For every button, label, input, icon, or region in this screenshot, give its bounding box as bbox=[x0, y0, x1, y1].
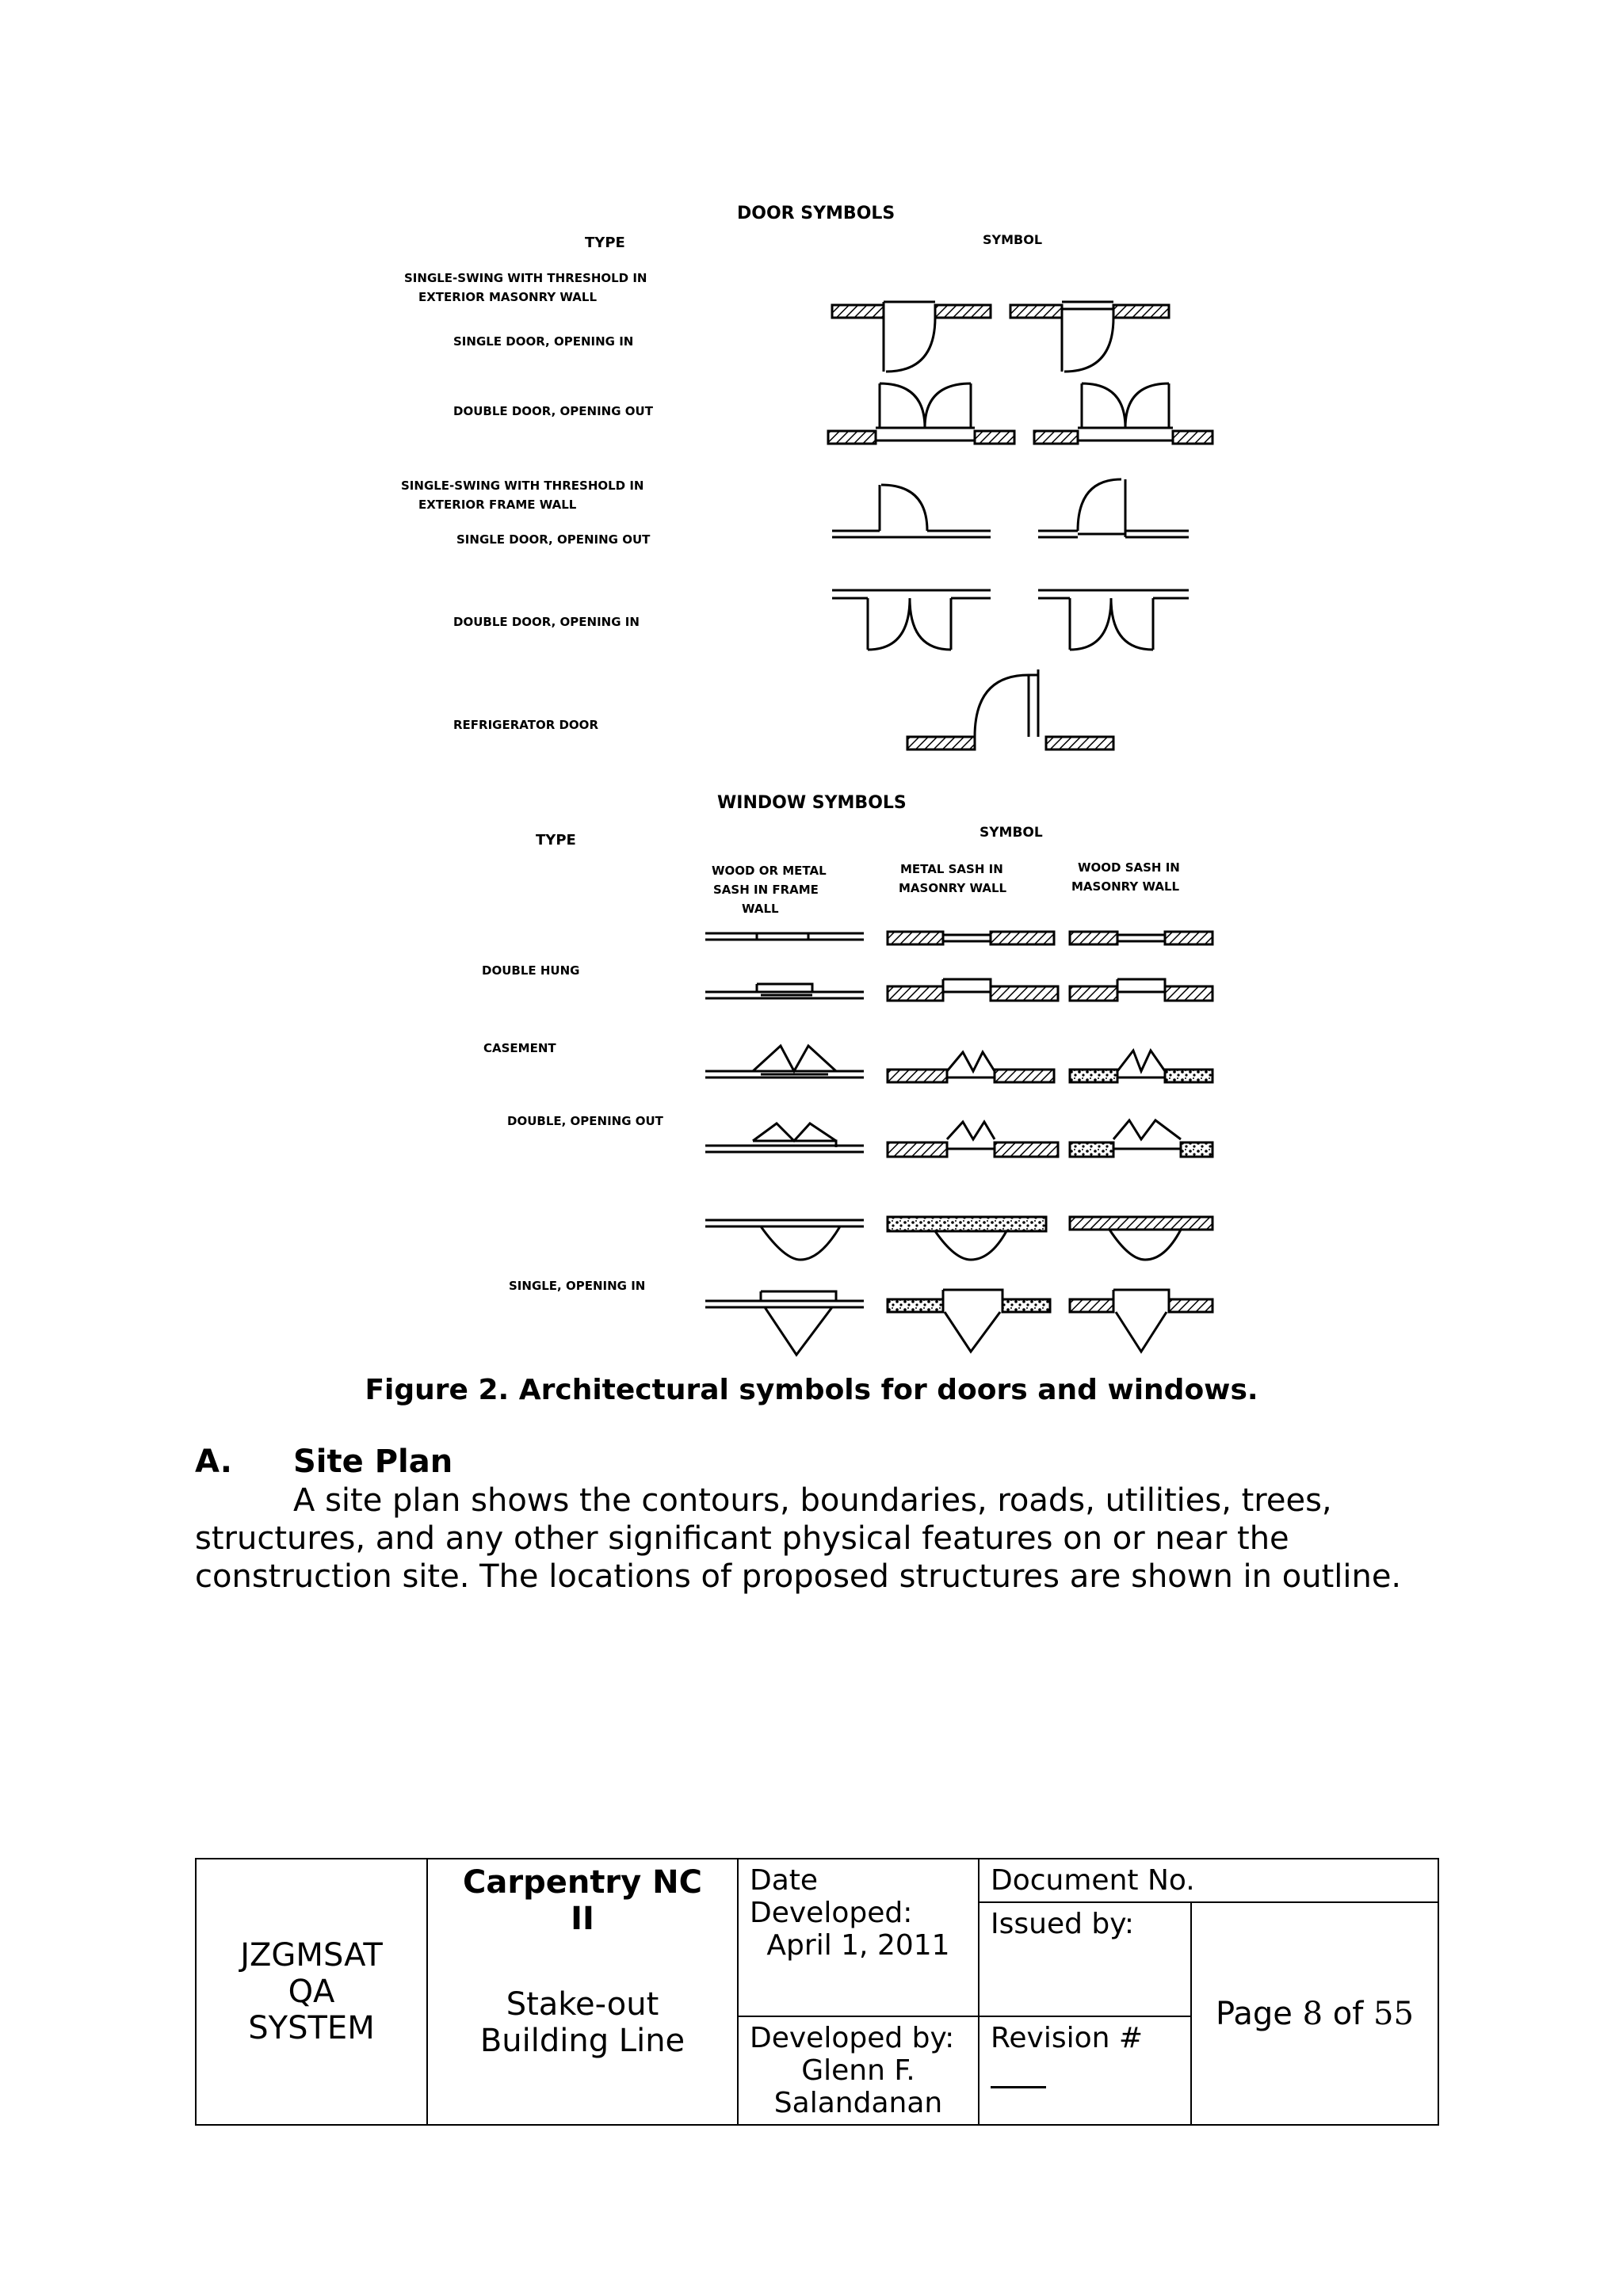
window-column-label: METAL SASH IN bbox=[900, 862, 1003, 876]
document-number-label: Document No. bbox=[991, 1864, 1195, 1897]
door-symbol-header: SYMBOL bbox=[983, 232, 1043, 247]
page-of: of bbox=[1332, 1995, 1364, 2032]
door-type-header: TYPE bbox=[585, 235, 625, 251]
org-line: QA bbox=[288, 1974, 335, 2010]
org-line: JZGMSAT bbox=[240, 1937, 383, 1974]
window-symbol-header: SYMBOL bbox=[980, 825, 1043, 841]
door-type-label: SINGLE DOOR, OPENING IN bbox=[453, 334, 634, 349]
window-type-label: CASEMENT bbox=[483, 1041, 556, 1055]
door-symbols-group bbox=[828, 302, 1212, 749]
window-column-label: SASH IN FRAME bbox=[713, 883, 819, 897]
site-plan-section bbox=[195, 1444, 1431, 1596]
revision-underline bbox=[991, 2086, 1046, 2088]
door-symbols-title: DOOR SYMBOLS bbox=[737, 204, 896, 223]
architectural-symbols-figure bbox=[380, 190, 1284, 1363]
org-cell bbox=[196, 1859, 427, 2125]
developer-name: Salandanan bbox=[773, 2087, 943, 2119]
door-type-label: DOUBLE DOOR, OPENING IN bbox=[453, 615, 640, 629]
window-column-label: WOOD SASH IN bbox=[1078, 860, 1180, 875]
org-line: SYSTEM bbox=[248, 2010, 375, 2046]
door-type-label: DOUBLE DOOR, OPENING OUT bbox=[453, 404, 653, 418]
door-type-label: EXTERIOR MASONRY WALL bbox=[418, 290, 597, 304]
date-label: Date bbox=[750, 1864, 819, 1897]
issued-by-label: Issued by: bbox=[991, 1908, 1135, 1940]
module-title: Stake-out bbox=[506, 1986, 659, 2023]
section-number: A. bbox=[195, 1444, 232, 1480]
developer-name: Glenn F. bbox=[801, 2054, 915, 2087]
page-prefix: Page bbox=[1216, 1995, 1293, 2032]
course-title: II bbox=[571, 1901, 594, 1937]
document-footer-table bbox=[195, 1858, 1439, 2126]
section-title: Site Plan bbox=[293, 1444, 453, 1480]
window-type-label: DOUBLE, OPENING OUT bbox=[507, 1114, 663, 1128]
developed-by-label: Developed by: bbox=[750, 2022, 955, 2054]
date-developed-cell bbox=[738, 1859, 979, 2016]
window-column-label: MASONRY WALL bbox=[1071, 879, 1180, 894]
window-type-header: TYPE bbox=[536, 832, 576, 849]
revision-label: Revision # bbox=[991, 2022, 1144, 2054]
revision-cell bbox=[979, 2016, 1191, 2125]
window-type-label: SINGLE, OPENING IN bbox=[509, 1279, 646, 1293]
issued-by-cell bbox=[979, 1902, 1191, 2016]
figure-caption: Figure 2. Architectural symbols for doors and windows. bbox=[365, 1374, 1258, 1406]
door-type-label: SINGLE-SWING WITH THRESHOLD IN bbox=[404, 271, 647, 285]
window-symbols-title: WINDOW SYMBOLS bbox=[717, 793, 907, 813]
course-title: Carpentry NC bbox=[463, 1864, 702, 1901]
door-type-label: EXTERIOR FRAME WALL bbox=[418, 498, 577, 512]
page-number-cell bbox=[1191, 1902, 1438, 2125]
date-value: April 1, 2011 bbox=[766, 1929, 950, 1962]
course-cell bbox=[427, 1859, 738, 2125]
section-heading bbox=[195, 1444, 1431, 1480]
window-column-label: WALL bbox=[742, 902, 779, 916]
module-title: Building Line bbox=[479, 2023, 685, 2059]
page-current: 8 bbox=[1302, 1995, 1323, 2032]
window-type-label: DOUBLE HUNG bbox=[482, 963, 580, 978]
window-symbols-group bbox=[705, 932, 1212, 1355]
page-total: 55 bbox=[1373, 1995, 1414, 2032]
door-type-label: SINGLE-SWING WITH THRESHOLD IN bbox=[401, 479, 644, 493]
section-body: A site plan shows the contours, boundaries, roads, utilities, trees, structures, and any other significant physical features on or near the construction site. The locations of proposed structures are shown in outline. bbox=[195, 1482, 1402, 1595]
developed-by-cell bbox=[738, 2016, 979, 2125]
document-number-cell bbox=[979, 1859, 1438, 1902]
door-type-label: SINGLE DOOR, OPENING OUT bbox=[456, 532, 651, 547]
door-type-label: REFRIGERATOR DOOR bbox=[453, 718, 598, 732]
date-label: Developed: bbox=[750, 1897, 913, 1929]
window-column-label: MASONRY WALL bbox=[899, 881, 1007, 895]
window-column-label: WOOD OR METAL bbox=[712, 864, 827, 878]
